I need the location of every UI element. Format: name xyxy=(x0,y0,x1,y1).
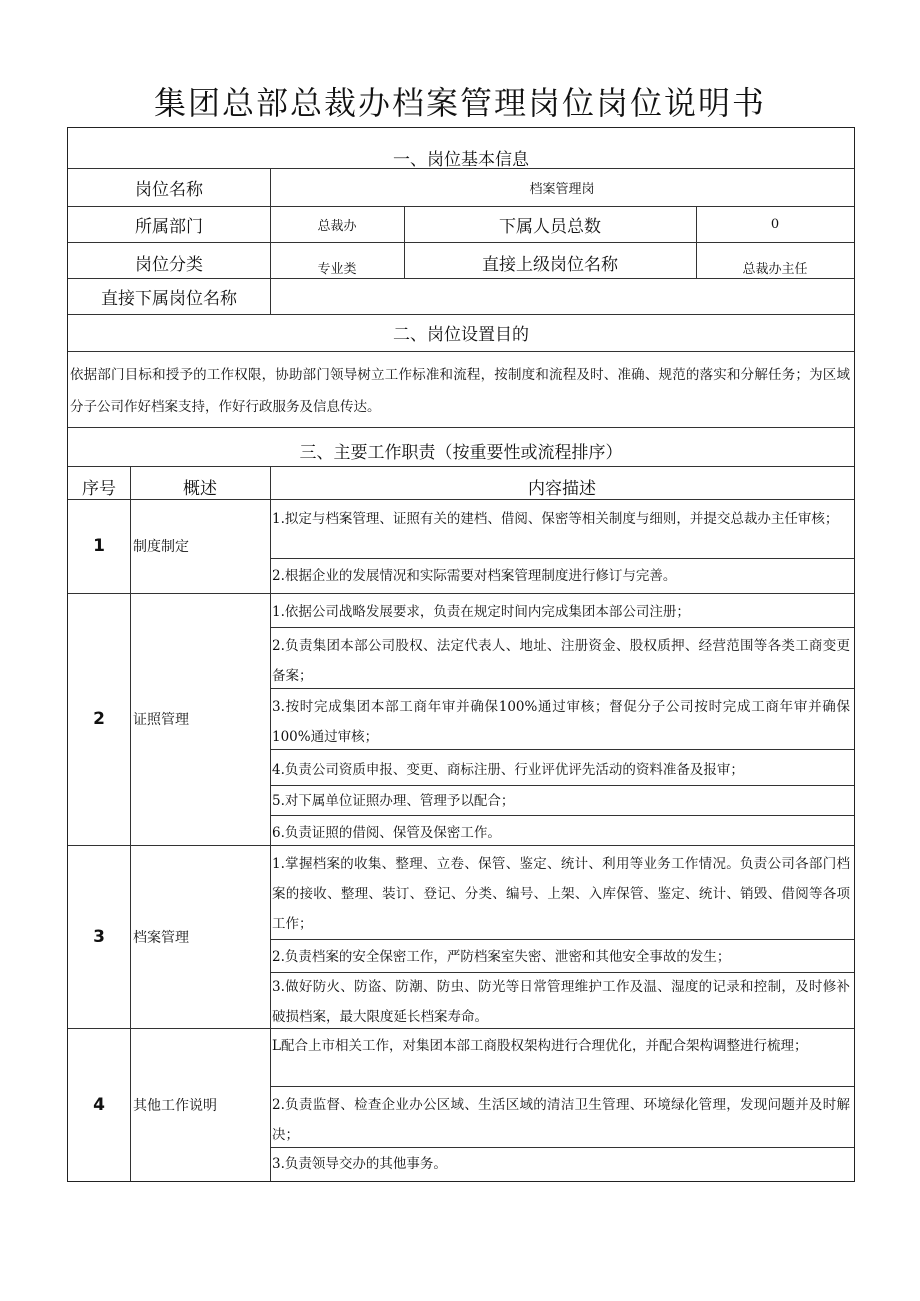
superior-label: 直接上级岗位名称 xyxy=(482,254,618,275)
category-label: 岗位分类 xyxy=(135,254,203,275)
duty-number: 4 xyxy=(93,1094,105,1115)
duty-item: 3.负责领导交办的其他事务。 xyxy=(272,1156,447,1172)
subordinates-value: 0 xyxy=(770,216,780,232)
section3-heading: 三、主要工作职责（按重要性或流程排序） xyxy=(299,443,623,463)
duty-summary: 证照管理 xyxy=(133,712,189,728)
duty-item: 6.负责证照的借阅、保管及保密工作。 xyxy=(272,825,501,841)
rule xyxy=(68,242,854,243)
duty-summary: 档案管理 xyxy=(133,929,189,946)
duty-item: 1.拟定与档案管理、证照有关的建档、借阅、保密等相关制度与细则，并提交总裁办主任审核； xyxy=(272,511,839,527)
superior-value: 总裁办主任 xyxy=(742,261,808,277)
duty-number: 2 xyxy=(93,709,105,729)
direct-sub-value xyxy=(270,278,854,314)
duty-item: 1.依据公司战略发展要求，负责在规定时间内完成集团本部公司注册； xyxy=(272,604,690,620)
duty-item: 1.掌握档案的收集、整理、立卷、保管、鉴定、统计、利用等业务工作情况。负责公司各部门档案的接收、整理、装订、登记、分类、编号、上架、入库保管、鉴定、统计、销毁、借阅等各项工作； xyxy=(272,856,850,932)
rule xyxy=(68,351,854,352)
duty-number: 3 xyxy=(93,926,105,947)
rule xyxy=(270,466,271,1181)
duty-item: 5.对下属单位证照办理、管理予以配合； xyxy=(272,793,515,809)
rule xyxy=(130,466,131,1181)
duty-number: 1 xyxy=(93,536,105,556)
duty-item: 2.根据企业的发展情况和实际需要对档案管理制度进行修订与完善。 xyxy=(272,568,677,584)
department-label: 所属部门 xyxy=(135,216,203,237)
rule xyxy=(270,627,854,628)
rule xyxy=(270,1147,854,1148)
section1-heading: 一、岗位基本信息 xyxy=(393,149,529,170)
subordinates-label: 下属人员总数 xyxy=(499,216,601,237)
purpose-text: 依据部门目标和授予的工作权限，协助部门领导树立工作标准和流程，按制度和流程及时、准确、规范的落实和分解任务；为区域分子公司作好档案支持，作好行政服务及信息传达。 xyxy=(70,367,850,415)
rule xyxy=(68,427,854,428)
duty-item: L配合上市相关工作，对集团本部工商股权架构进行合理优化，并配合架构调整进行梳理； xyxy=(272,1038,808,1054)
job-description-table xyxy=(67,127,855,1182)
duty-summary: 其他工作说明 xyxy=(133,1097,217,1114)
rule xyxy=(404,206,405,278)
rule xyxy=(270,168,271,314)
rule xyxy=(270,688,854,689)
category-value: 专业类 xyxy=(317,261,357,277)
department-value: 总裁办 xyxy=(317,218,357,234)
duty-item: 3.按时完成集团本部工商年审并确保100%通过审核；督促分子公司按时完成工商年审并确保100%通过审核； xyxy=(272,699,850,745)
column-header-no: 序号 xyxy=(82,478,116,499)
duty-item: 3.做好防火、防盗、防潮、防虫、防光等日常管理维护工作及温、湿度的记录和控制，及时修补破损档案，最大限度延长档案寿命。 xyxy=(272,979,850,1025)
column-header-description: 内容描述 xyxy=(528,478,596,499)
column-header-summary: 概述 xyxy=(183,478,217,499)
duty-item: 2.负责监督、检查企业办公区域、生活区域的清洁卫生管理、环境绿化管理，发现问题并及时解决； xyxy=(272,1097,850,1143)
rule xyxy=(270,815,854,816)
rule xyxy=(270,558,854,559)
rule xyxy=(68,466,854,467)
direct-sub-label: 直接下属岗位名称 xyxy=(101,288,237,309)
rule xyxy=(270,749,854,750)
rule xyxy=(270,939,854,940)
duty-item: 2.负责档案的安全保密工作，严防档案室失密、泄密和其他安全事故的发生； xyxy=(272,949,731,965)
page-title: 集团总部总裁办档案管理岗位岗位说明书 xyxy=(153,84,766,122)
rule xyxy=(696,206,697,278)
duty-summary: 制度制定 xyxy=(133,539,189,555)
duty-item: 4.负责公司资质申报、变更、商标注册、行业评优评先活动的资料准备及报审； xyxy=(272,762,744,778)
duty-item: 2.负责集团本部公司股权、法定代表人、地址、注册资金、股权质押、经营范围等各类工商变更备案； xyxy=(272,638,850,684)
section2-heading: 二、岗位设置目的 xyxy=(393,325,529,345)
rule xyxy=(270,1086,854,1087)
position-name-value: 档案管理岗 xyxy=(529,181,595,197)
position-name-label: 岗位名称 xyxy=(135,179,203,200)
